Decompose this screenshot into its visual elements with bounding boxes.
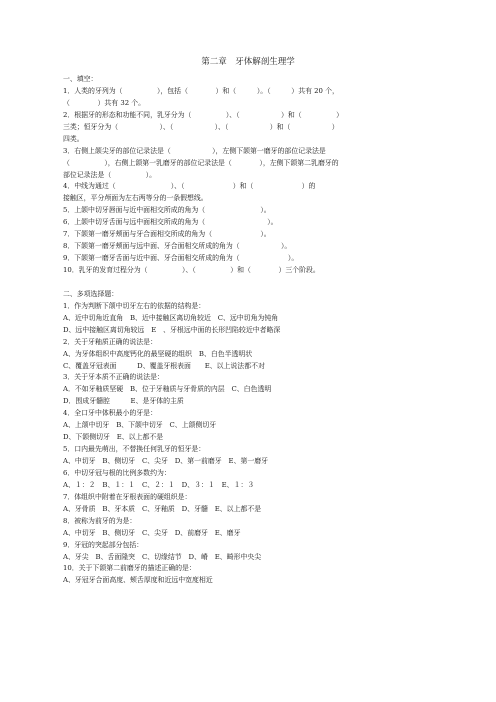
text-line: 4．全口牙中体积最小的牙是：	[63, 409, 157, 418]
blank-line	[63, 277, 443, 289]
text-line: 5．口内最先萌出，不替换任何乳牙的恒牙是：	[63, 445, 206, 454]
text-line: 10．关于下颌第二前磨牙的描述正确的是：	[63, 564, 196, 573]
text-line: 10．乳牙的发育过程分为（ ）、（ ）和（ ）三个阶段。	[63, 266, 320, 274]
text-line: 3．关于牙本质不正确的说法是：	[63, 373, 164, 382]
text-line: 四类。	[63, 134, 84, 143]
text-line: 7．体组织中附着在牙根表面的硬组织是：	[63, 492, 192, 501]
text-line: 三类；恒牙分为（ ）、（ ）、（ ）和（ ）	[63, 122, 339, 131]
text-line: 8．下颌第一磨牙颊面与远中面、牙合面相交所成的角为（ ）。	[63, 242, 292, 251]
text-line: 8．被称为前牙的为是：	[63, 516, 137, 525]
chapter-title: 第二章 牙体解剖生理学	[201, 57, 295, 67]
question-body	[63, 74, 443, 587]
text-line: 6．中切牙冠与根的比例多数约为：	[63, 468, 171, 477]
text-line: 一、填空：	[63, 75, 98, 83]
text-line: 7．下颌第一磨牙颊面与牙合面相交所成的角为（ ）。	[63, 230, 271, 239]
text-line: （ ），右侧上颌第一乳磨牙的部位记录法是（ ），左侧下颌第二乳磨牙的	[63, 158, 339, 167]
text-line: 部位记录法是（ ）。	[63, 170, 157, 179]
text-line: 2．关于牙釉质正确的说法是：	[63, 337, 157, 346]
text-line: 1．人类的牙列为（ ），包括（ ）和（ ）。（ ）共有 20 个，	[63, 86, 339, 95]
text-line: A、１：２ B、１：１ C、２：１ D、３：１ E、１：３	[63, 480, 255, 489]
text-line: A、牙冠牙合面高度、颊舌厚度和近远中宽度相近	[63, 576, 213, 585]
text-line: A．不如牙釉质坚硬 B、位于牙釉质与牙骨质的内层 C、白色透明	[63, 385, 272, 394]
text-line: A、牙骨质 B、牙本质 C、牙釉质 D、牙髓 E、以上都不是	[63, 504, 262, 513]
text-line: （ ）共有 32 个。	[63, 98, 146, 107]
text-line: 接触区，平分颅面为左右两等分的一条假想线。	[63, 194, 208, 203]
text-line: C、覆盖牙冠表面 D、覆盖牙根表面 E、以上说法都不对	[63, 361, 265, 370]
text-line: A、为牙体组织中高度钙化的最坚硬的组织 B、白色半透明状	[63, 349, 253, 358]
text-line: 9．下颌第一磨牙舌面与近中面、牙合面相交所成的角为（ ）。	[63, 254, 299, 263]
text-line: A、近中切角近直角 B、近中接触区离切角较近 C、远中切角为钝角	[63, 313, 279, 322]
text-line: 2．根据牙的形态和功能不同，乳牙分为（ ）、（ ）和（ ）	[63, 110, 343, 119]
text-line: 二、多项选择题：	[63, 289, 119, 298]
text-line: A、中切牙 B、侧切牙 C、尖牙 D、前磨牙 E、磨牙	[63, 528, 241, 537]
text-line: D、远中接触区离切角较远 E 、牙根远中面的长形凹陷较近中者略深	[63, 325, 281, 334]
text-line: 3．右侧上颌尖牙的部位记录法是（ ），左侧下颌第一磨牙的部位记录法是	[63, 146, 326, 155]
text-line: 9．牙冠的突起部分包括：	[63, 540, 144, 549]
text-line: A、中切牙 B、侧切牙 C、尖牙 D、第一前磨牙 E、第一磨牙	[63, 457, 269, 465]
text-line: D．围成牙髓腔 E、是牙体的主质	[63, 397, 184, 406]
text-line: A、牙尖 B、舌面隆突 C、切缘结节 D、嵴 E、畸形中央尖	[63, 552, 262, 561]
text-line: D、下颌侧切牙 E、以上都不是	[63, 433, 164, 442]
text-line: 4．中线为通过（ ）、（ ）和（ ）的	[63, 182, 316, 191]
text-line: A、上颌中切牙 B、下颌中切牙 C、上颌侧切牙	[63, 421, 217, 430]
text-line: 6．上颌中切牙舌面与远中面相交所成的角为（ ）。	[63, 218, 278, 227]
text-line: 1．作为判断下颌中切牙左右的依据的结构是：	[63, 301, 206, 310]
text-line: 5．上颌中切牙唇面与近中面相交所成的角为（ ）。	[63, 206, 271, 215]
